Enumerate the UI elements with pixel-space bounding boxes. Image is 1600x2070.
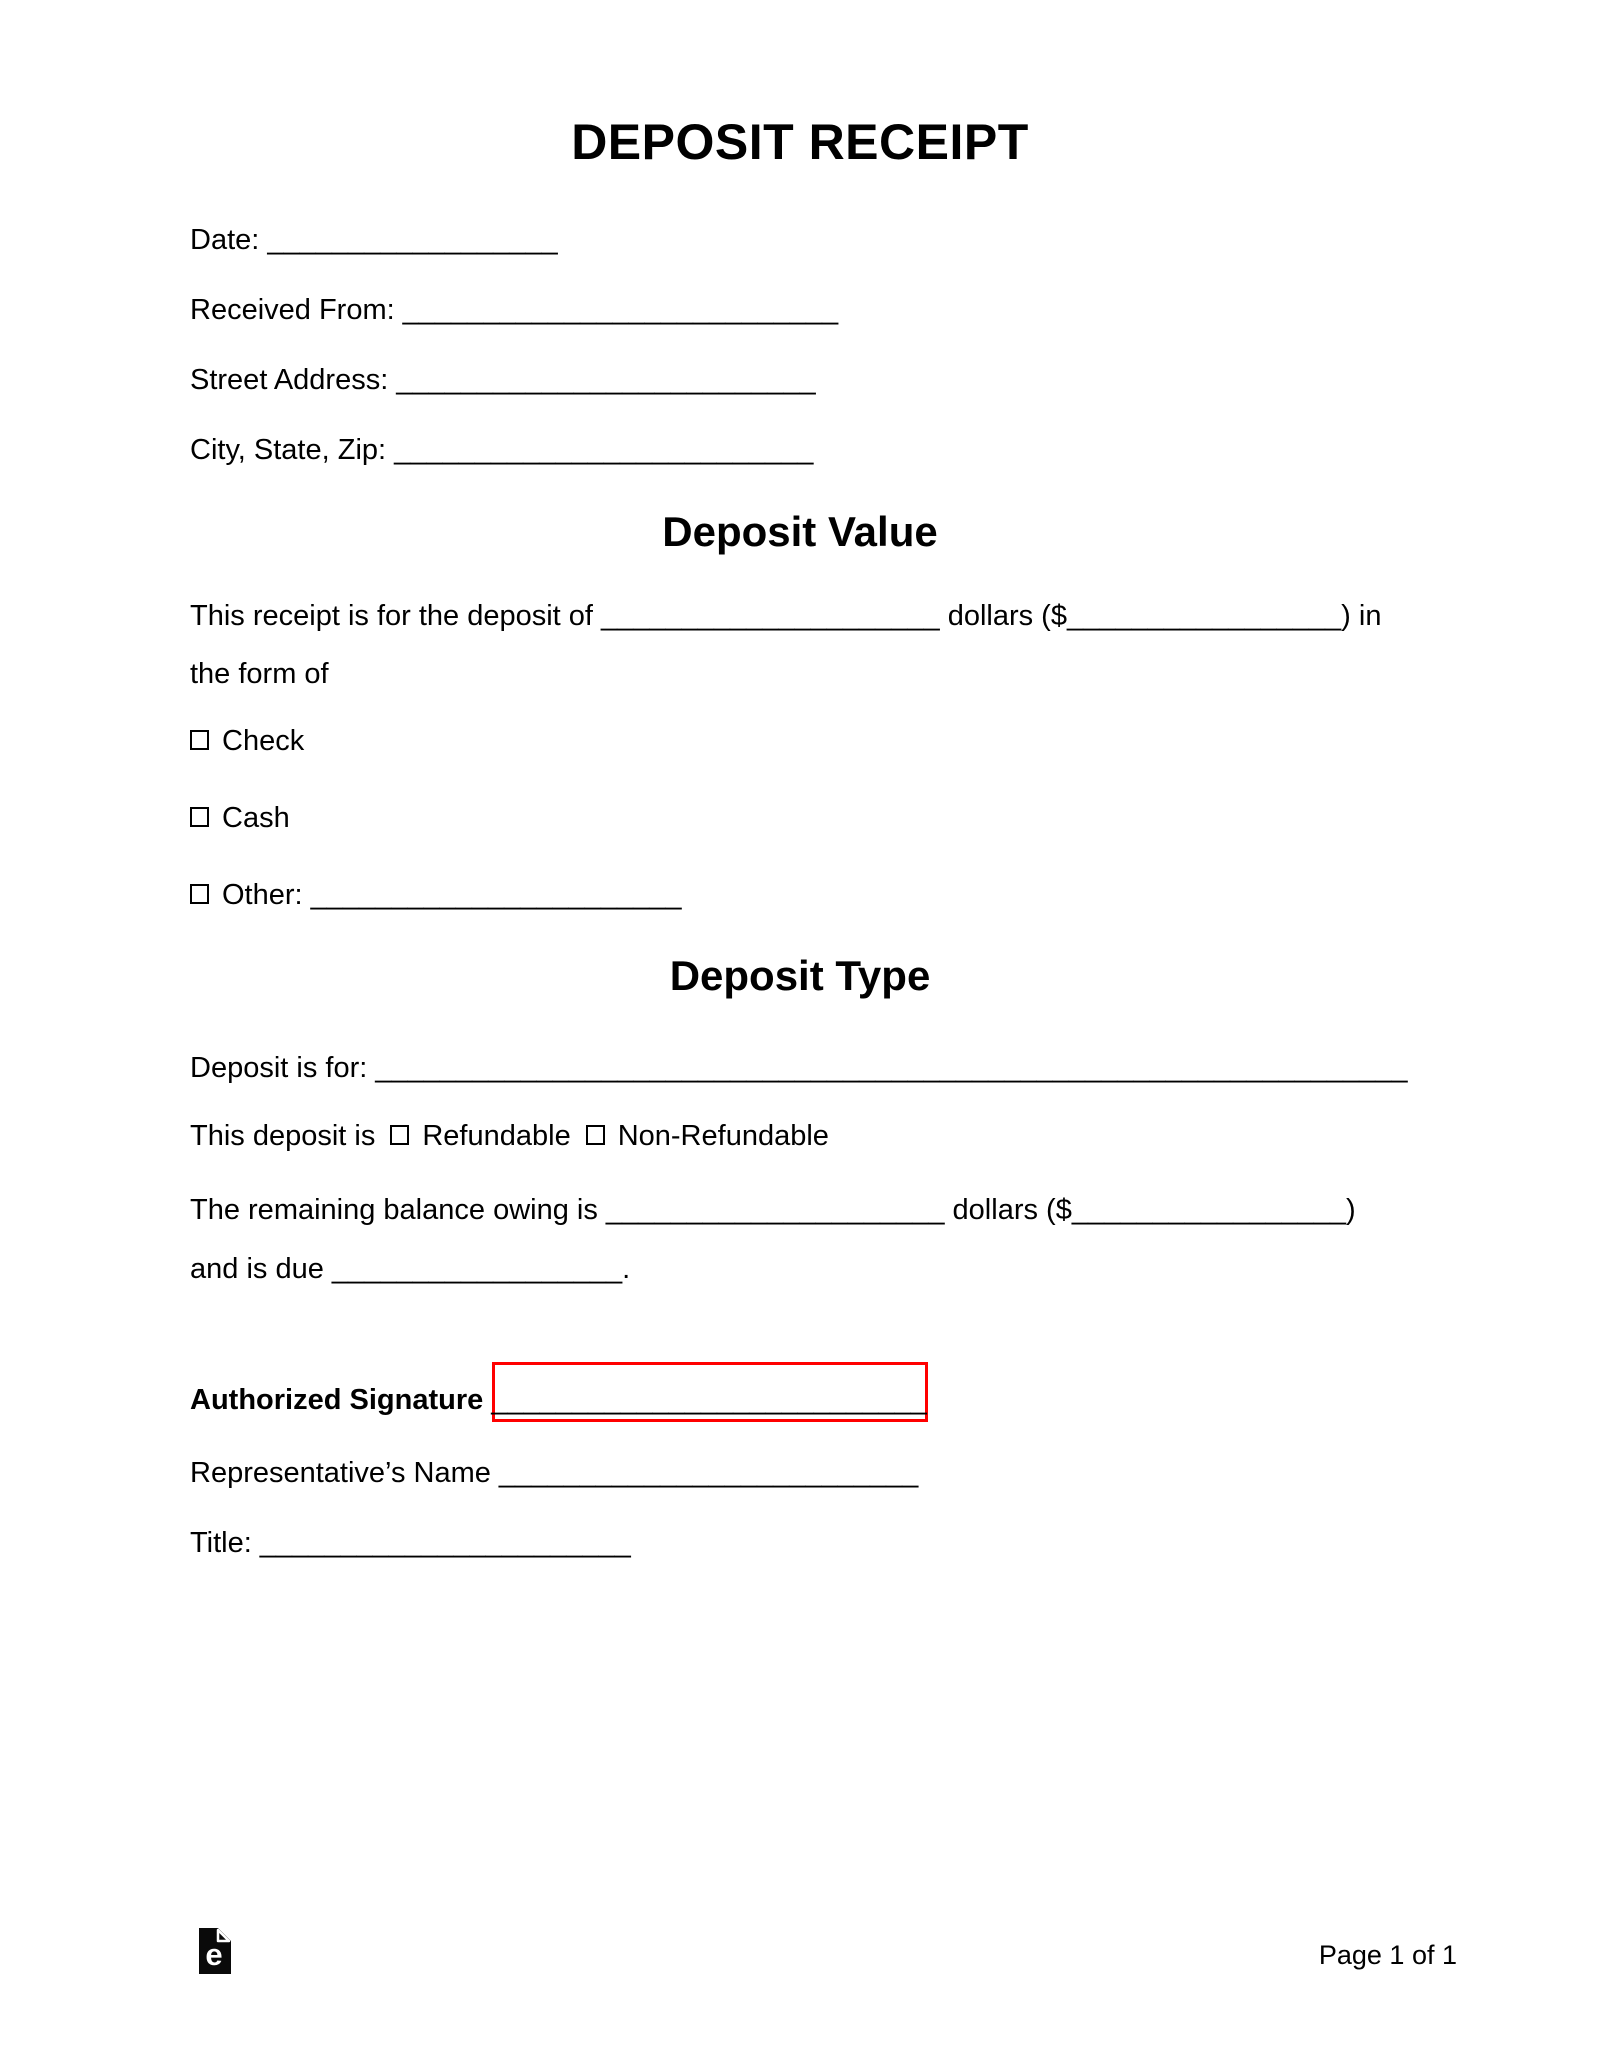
deposit-purpose-row [190,1051,1408,1086]
page-number-label: Page 1 of 1 [1318,1940,1457,1970]
balance-line1 [190,1193,1356,1228]
deposit-purpose-label: Deposit is for: [190,1052,368,1084]
received-from-label: Received From: [190,294,395,326]
street-address-input-line[interactable]: __________________________ [396,364,816,396]
date-input-line[interactable]: __________________ [267,224,558,256]
city-state-zip-label: City, State, Zip: [190,434,387,466]
representative-name-label: Representative’s Name [190,1457,491,1489]
street-address-label: Street Address: [190,364,389,396]
title-row [190,1526,631,1561]
balance-line2 [190,1252,630,1287]
refundable-checkbox[interactable] [390,1125,409,1145]
other-input-line[interactable]: _______________________ [310,879,682,911]
due-pre: and is due [190,1253,324,1285]
balance-mid: dollars ($ [952,1194,1072,1226]
received-from-input-line[interactable]: ___________________________ [402,294,839,326]
due-post: . [622,1253,631,1285]
date-label: Date: [190,224,260,256]
due-date-input-line[interactable]: __________________ [331,1253,623,1285]
other-checkbox[interactable] [190,884,209,904]
deposit-statement-line2: the form of [190,658,329,690]
authorized-signature-line[interactable]: ___________________________ [491,1384,927,1416]
field-row-received-from [190,293,838,328]
logo-letter: e [205,1937,223,1972]
other-label: Other: [222,879,303,911]
non-refundable-checkbox[interactable] [586,1125,605,1145]
field-row-date [190,223,558,258]
document-title: DEPOSIT RECEIPT [571,114,1029,170]
check-checkbox[interactable] [190,730,209,750]
field-row-street-address [190,363,816,398]
balance-amount-numeric-line[interactable]: _________________ [1071,1194,1347,1226]
authorized-signature-row [190,1383,927,1418]
deposit-amount-words-line[interactable]: _____________________ [600,600,940,632]
deposit-amount-numeric-line[interactable]: _________________ [1066,600,1342,632]
deposit-purpose-input-line[interactable]: ________________________________________________________________ [375,1052,1408,1084]
balance-post: ) [1346,1194,1356,1226]
check-label: Check [222,725,305,757]
eforms-document-logo-icon [198,1927,232,1975]
deposit-value-heading: Deposit Value [662,508,938,555]
representative-name-input-line[interactable]: __________________________ [498,1457,919,1489]
deposit-statement-pre: This receipt is for the deposit of [190,600,593,632]
option-row-cash [190,801,290,836]
city-state-zip-input-line[interactable]: __________________________ [394,434,814,466]
refundability-pre: This deposit is [190,1120,376,1152]
balance-amount-words-line[interactable]: _____________________ [605,1194,945,1226]
title-input-line[interactable]: _______________________ [259,1527,631,1559]
deposit-statement-mid: dollars ($ [947,600,1067,632]
authorized-signature-label: Authorized Signature [190,1384,484,1416]
option-row-check [190,724,304,759]
field-row-city-state-zip [190,433,813,468]
balance-pre: The remaining balance owing is [190,1194,598,1226]
non-refundable-label: Non-Refundable [617,1120,829,1152]
deposit-type-heading: Deposit Type [669,952,931,999]
representative-name-row [190,1456,918,1491]
deposit-statement-post: ) in [1341,600,1382,632]
option-row-other [190,878,682,913]
deposit-statement-line1 [190,599,1381,634]
title-label: Title: [190,1527,252,1559]
refundability-row [190,1119,829,1154]
cash-checkbox[interactable] [190,807,209,827]
cash-label: Cash [222,802,290,834]
refundable-label: Refundable [422,1120,571,1152]
